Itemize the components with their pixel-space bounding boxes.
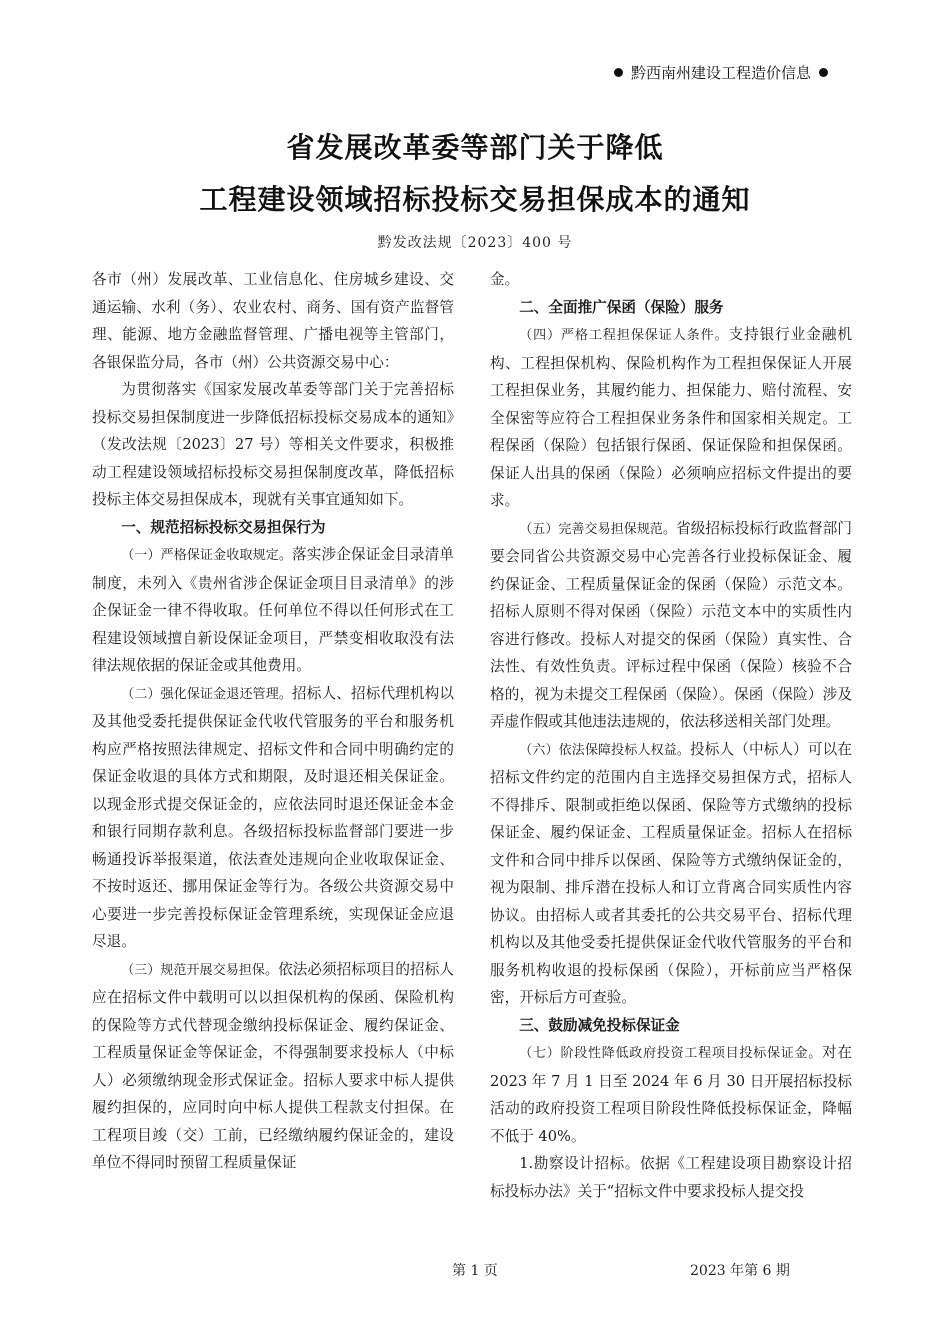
item-4-title: （四）严格工程担保保证人条件。 (519, 328, 729, 343)
title-line-2: 工程建设领域招标投标交易担保成本的通知 (199, 183, 751, 216)
continuation-text: 金。 (490, 271, 520, 288)
publication-name: 黔西南州建设工程造价信息 (630, 64, 811, 82)
item-1 (92, 541, 454, 680)
item-3 (92, 956, 454, 1177)
item-7-sub-1: 1.勘察设计招标。依据《工程建设项目勘察设计招标投标办法》关于“招标文件中要求投标人提交投 (490, 1155, 852, 1200)
right-column (490, 266, 852, 1205)
section-heading-2: 二、全面推广保函（保险）服务 (519, 298, 724, 316)
section-heading-3: 三、鼓励减免投标保证金 (519, 1016, 680, 1034)
title-line-1: 省发展改革委等部门关于降低 (286, 131, 664, 164)
addressee: 各市（州）发展改革、工业信息化、住房城乡建设、交通运输、水利（务）、农业农村、商务、国有资产监督管理、能源、地方金融监督管理、广播电视等主管部门，各银保监分局，各市（州）公共资源交易中心： (92, 271, 454, 371)
item-6-title: （六）依法保障投标人权益。 (519, 742, 691, 758)
item-3-body: 依法必须招标项目的招标人应在招标文件中载明可以以担保机构的保函、保险机构的保险等方式代替现金缴纳投标保证金、履约保证金、工程质量保证金等保证金，不得强制要求投标人（中标人）必须缴纳现金形式保证金。招标人要求中标人提供履约担保的，应同时向中标人提供工程款支付担保。在工程项目竣（交）工前，已经缴纳履约保证金的，建设单位不得同时预留工程质量保证 (92, 960, 454, 1171)
left-column (92, 266, 454, 1177)
item-2 (92, 680, 454, 956)
section-heading-1: 一、规范招标投标交易担保行为 (121, 518, 326, 536)
item-4-body: 支持银行业金融机构、工程担保机构、保险机构作为工程担保保证人开展工程担保业务，其履约能力、担保能力、赔付流程、安全保密等应符合工程担保业务条件和国家相关规定。工程保函（保险）包括银行保函、保证保险和担保保函。保证人出具的保函（保险）必须响应招标文件提出的要求。 (490, 326, 852, 509)
item-3-title: （三）规范开展交易担保。 (121, 962, 279, 978)
item-1-body: 落实涉企保证金目录清单制度，未列入《贵州省涉企保证金项目目录清单》的涉企保证金一律不得收取。任何单位不得以任何形式在工程建设领域擅自新设保证金项目，严禁变相收取没有法律法规依据的保证金或其他费用。 (92, 546, 454, 674)
item-4 (490, 321, 852, 515)
item-2-body: 招标人、招标代理机构以及其他受委托提供保证金代收代管服务的平台和服务机构应严格按照法律规定、招标文件和合同中明确约定的保证金收退的具体方式和期限，及时退还相关保证金。以现金形式提交保证金的，应依法同时退还保证金本金和银行同期存款利息。各级招标投标监督部门要进一步畅通投诉举报渠道，依法查处违规向企业收取保证金、不按时返还、挪用保证金等行为。各级公共资源交易中心要进一步完善投标保证金管理系统，实现保证金应退尽退。 (92, 684, 454, 950)
item-2-title: （二）强化保证金退还管理。 (121, 686, 293, 702)
intro-paragraph: 为贯彻落实《国家发展改革委等部门关于完善招标投标交易担保制度进一步降低招标投标交易成本的通知》（发改法规〔2023〕27 号）等相关文件要求，积极推动工程建设领域招标投标交易担保制度改革，降低招标投标主体交易担保成本，现就有关事宜通知如下。 (92, 381, 454, 508)
bullet-dot-icon (614, 68, 623, 77)
document-number: 黔发改法规〔2023〕400 号 (377, 235, 573, 251)
bullet-dot-icon (819, 68, 828, 77)
item-5-body: 省级招标投标行政监督部门要会同省公共资源交易中心完善各行业投标保证金、履约保证金、工程质量保证金的保函（保险）示范文本。招标人原则不得对保函（保险）示范文本中的实质性内容进行修改。投标人对提交的保函（保险）真实性、合法性、有效性负责。评标过程中保函（保险）核验不合格的，视为未提交工程保函（保险）。保函（保险）涉及弄虚作假或其他违法违规的，依法移送相关部门处理。 (490, 519, 852, 730)
item-1-title: （一）严格保证金收取规定。 (121, 548, 293, 563)
item-6 (490, 736, 852, 1012)
item-7-title: （七）阶段性降低政府投资工程项目投标保证金。 (519, 1046, 823, 1061)
item-6-body: 投标人（中标人）可以在招标文件约定的范围内自主选择交易担保方式，招标人不得排斥、限制或拒绝以保函、保险等方式缴纳的投标保证金、履约保证金、工程质量保证金。招标人在招标文件和合同中排斥以保函、保险等方式缴纳保证金的，视为限制、排斥潜在投标人和订立背离合同实质性内容协议。由招标人或者其委托的公共交易平台、招标代理机构以及其他受委托提供保证金代收代管服务的平台和服务机构收退的投标保函（保险），开标前应当严格保密，开标后方可查验。 (490, 740, 852, 1006)
issue-label: 2023 年第 6 期 (690, 1263, 790, 1279)
item-7 (490, 1039, 852, 1150)
item-7-body: 对在 2023 年 7 月 1 日至 2024 年 6 月 30 日开展招标投标活动的政府投资工程项目阶段性降低投标保证金，降幅不低于 40%。 (490, 1044, 852, 1145)
item-5 (490, 515, 852, 736)
item-5-title: （五）完善交易担保规范。 (519, 521, 677, 537)
page-number: 第 1 页 (452, 1263, 498, 1279)
running-header (614, 62, 828, 83)
